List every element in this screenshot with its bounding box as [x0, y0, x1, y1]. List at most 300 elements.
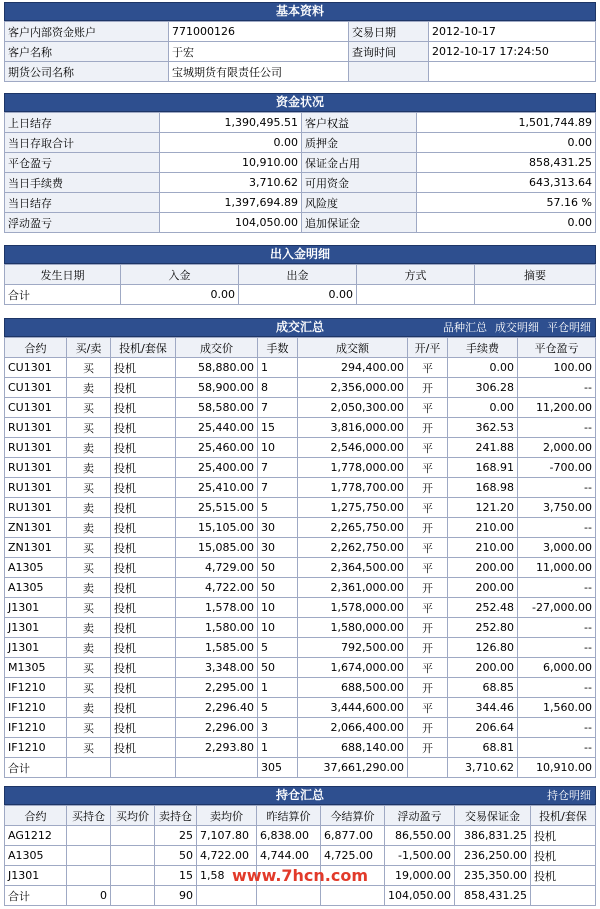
- column-header: 成交额: [298, 338, 408, 358]
- trade-cell: 3: [258, 718, 298, 738]
- trade-cell: 344.46: [448, 698, 518, 718]
- field-label: 风险度: [302, 193, 417, 213]
- trade-row: [5, 718, 596, 738]
- column-header: 合约: [5, 338, 67, 358]
- position-cell: 86,550.00: [385, 826, 455, 846]
- inout-section: [4, 245, 596, 305]
- trade-cell: 买: [67, 678, 111, 698]
- positions-header-row: [5, 806, 596, 826]
- trade-row: [5, 538, 596, 558]
- field-value: 643,313.64: [417, 173, 596, 193]
- trade-cell: 252.80: [448, 618, 518, 638]
- trade-cell: 投机: [111, 498, 176, 518]
- trade-cell: 206.64: [448, 718, 518, 738]
- positions-table: [4, 805, 596, 906]
- trade-cell: 7: [258, 398, 298, 418]
- trade-cell: 10: [258, 618, 298, 638]
- trade-cell: 2,262,750.00: [298, 538, 408, 558]
- funds-row: [5, 213, 596, 233]
- trade-cell: 5: [258, 638, 298, 658]
- trade-cell: 3,000.00: [518, 538, 596, 558]
- trade-cell: 开: [408, 578, 448, 598]
- funds-row: [5, 173, 596, 193]
- position-cell: [111, 846, 155, 866]
- trade-cell: 买: [67, 398, 111, 418]
- trade-cell: 30: [258, 518, 298, 538]
- trade-cell: 卖: [67, 378, 111, 398]
- total-cell: 合计: [5, 886, 67, 906]
- position-cell: 50: [155, 846, 197, 866]
- trade-cell: 306.28: [448, 378, 518, 398]
- column-header: 买持仓: [67, 806, 111, 826]
- trade-cell: -700.00: [518, 458, 596, 478]
- trade-cell: 投机: [111, 678, 176, 698]
- trade-cell: M1305: [5, 658, 67, 678]
- trade-row: [5, 678, 596, 698]
- trade-row: [5, 638, 596, 658]
- trade-row: [5, 518, 596, 538]
- positions-title: 持仓汇总: [275, 788, 324, 802]
- column-header: 今结算价: [321, 806, 385, 826]
- field-value: 57.16 %: [417, 193, 596, 213]
- trade-cell: 投机: [111, 598, 176, 618]
- column-header: 昨结算价: [257, 806, 321, 826]
- trade-cell: 投机: [111, 418, 176, 438]
- trade-cell: 投机: [111, 538, 176, 558]
- trade-cell: 68.85: [448, 678, 518, 698]
- positions-section: [4, 786, 596, 906]
- trade-cell: 买: [67, 418, 111, 438]
- basic-info-header: 基本资料: [4, 2, 596, 21]
- trade-cell: 241.88: [448, 438, 518, 458]
- position-cell: 19,000.00: [385, 866, 455, 886]
- trade-cell: 2,546,000.00: [298, 438, 408, 458]
- trade-cell: 0.00: [448, 398, 518, 418]
- position-cell: J1301: [5, 866, 67, 886]
- trade-cell: 5: [258, 698, 298, 718]
- inout-header-row: [5, 265, 596, 285]
- trade-cell: 卖: [67, 458, 111, 478]
- trade-cell: 买: [67, 358, 111, 378]
- trade-cell: 252.48: [448, 598, 518, 618]
- position-cell: 7,107.80: [197, 826, 257, 846]
- total-cell: [531, 886, 596, 906]
- field-value: 1,390,495.51: [160, 113, 302, 133]
- position-cell: 386,831.25: [455, 826, 531, 846]
- trade-cell: 平: [408, 698, 448, 718]
- trades-link-1[interactable]: 成交明细: [495, 321, 539, 334]
- trade-cell: 58,580.00: [176, 398, 258, 418]
- trade-cell: IF1210: [5, 698, 67, 718]
- position-cell: [67, 826, 111, 846]
- trade-cell: 开: [408, 618, 448, 638]
- trade-cell: 100.00: [518, 358, 596, 378]
- position-cell: 投机: [531, 866, 596, 886]
- funds-header: 资金状况: [4, 93, 596, 112]
- total-cell: 305: [258, 758, 298, 778]
- trade-cell: 开: [408, 478, 448, 498]
- position-cell: 1,58: [197, 866, 257, 886]
- column-header: 开/平: [408, 338, 448, 358]
- total-cell: [176, 758, 258, 778]
- trade-cell: 6,000.00: [518, 658, 596, 678]
- trade-cell: RU1301: [5, 458, 67, 478]
- column-header: 投机/套保: [531, 806, 596, 826]
- positions-links: [539, 787, 591, 804]
- trade-cell: 平: [408, 458, 448, 478]
- trade-cell: 4,722.00: [176, 578, 258, 598]
- total-cell: 37,661,290.00: [298, 758, 408, 778]
- column-header: 发生日期: [5, 265, 121, 285]
- trade-cell: 平: [408, 498, 448, 518]
- total-cell: [475, 285, 596, 305]
- trade-cell: IF1210: [5, 718, 67, 738]
- trade-cell: 1,578.00: [176, 598, 258, 618]
- trade-cell: 2,356,000.00: [298, 378, 408, 398]
- trade-cell: 8: [258, 378, 298, 398]
- trade-cell: 卖: [67, 618, 111, 638]
- field-value: [429, 62, 596, 82]
- trade-cell: 开: [408, 518, 448, 538]
- position-cell: 4,744.00: [257, 846, 321, 866]
- trade-cell: 168.98: [448, 478, 518, 498]
- field-label: 保证金占用: [302, 153, 417, 173]
- field-value: 0.00: [417, 133, 596, 153]
- trade-cell: 58,880.00: [176, 358, 258, 378]
- trade-cell: J1301: [5, 598, 67, 618]
- trade-cell: 3,444,600.00: [298, 698, 408, 718]
- trade-cell: 200.00: [448, 658, 518, 678]
- trade-cell: 投机: [111, 558, 176, 578]
- trade-row: [5, 658, 596, 678]
- total-cell: [321, 886, 385, 906]
- trade-row: [5, 618, 596, 638]
- column-header: 买均价: [111, 806, 155, 826]
- inout-total-row: [5, 285, 596, 305]
- trade-cell: 2,265,750.00: [298, 518, 408, 538]
- trade-cell: 卖: [67, 638, 111, 658]
- trade-cell: --: [518, 678, 596, 698]
- position-cell: [67, 846, 111, 866]
- trade-cell: 平: [408, 538, 448, 558]
- trade-row: [5, 418, 596, 438]
- trade-cell: A1305: [5, 578, 67, 598]
- trade-cell: 投机: [111, 358, 176, 378]
- total-cell: 90: [155, 886, 197, 906]
- field-value: 0.00: [417, 213, 596, 233]
- column-header: 卖均价: [197, 806, 257, 826]
- trade-cell: 2,296.00: [176, 718, 258, 738]
- position-cell: 236,250.00: [455, 846, 531, 866]
- trade-cell: 买: [67, 558, 111, 578]
- total-cell: 104,050.00: [385, 886, 455, 906]
- field-label: 当日结存: [5, 193, 160, 213]
- trade-row: [5, 398, 596, 418]
- field-value: 858,431.25: [417, 153, 596, 173]
- trade-cell: 7: [258, 458, 298, 478]
- trade-cell: 50: [258, 558, 298, 578]
- trade-cell: --: [518, 378, 596, 398]
- position-cell: [67, 866, 111, 886]
- column-header: 手续费: [448, 338, 518, 358]
- trade-cell: --: [518, 638, 596, 658]
- trade-cell: CU1301: [5, 358, 67, 378]
- trade-cell: 10: [258, 598, 298, 618]
- trade-cell: 平: [408, 658, 448, 678]
- trade-cell: 卖: [67, 578, 111, 598]
- trade-cell: 5: [258, 498, 298, 518]
- column-header: 方式: [357, 265, 475, 285]
- trade-cell: 58,900.00: [176, 378, 258, 398]
- position-cell: 4,722.00: [197, 846, 257, 866]
- trade-cell: --: [518, 738, 596, 758]
- trade-cell: --: [518, 618, 596, 638]
- field-value: 于宏: [169, 42, 349, 62]
- trade-cell: 3,816,000.00: [298, 418, 408, 438]
- trade-cell: 投机: [111, 578, 176, 598]
- trade-cell: 25,460.00: [176, 438, 258, 458]
- basic-info-table: [4, 21, 596, 82]
- trade-cell: 25,440.00: [176, 418, 258, 438]
- trade-cell: 2,000.00: [518, 438, 596, 458]
- field-value: 0.00: [160, 133, 302, 153]
- total-cell: [357, 285, 475, 305]
- position-row: [5, 846, 596, 866]
- column-header: 卖持仓: [155, 806, 197, 826]
- trade-cell: 2,364,500.00: [298, 558, 408, 578]
- trade-cell: 开: [408, 738, 448, 758]
- trade-cell: 792,500.00: [298, 638, 408, 658]
- field-label: 查询时间: [349, 42, 429, 62]
- trade-cell: 平: [408, 358, 448, 378]
- field-label: 客户权益: [302, 113, 417, 133]
- trades-links: [435, 319, 591, 336]
- positions-header: [4, 786, 596, 805]
- trade-cell: J1301: [5, 618, 67, 638]
- total-cell: [111, 886, 155, 906]
- trade-cell: 投机: [111, 518, 176, 538]
- field-value: 1,397,694.89: [160, 193, 302, 213]
- field-label: 当日手续费: [5, 173, 160, 193]
- info-row: [5, 62, 596, 82]
- trade-cell: 买: [67, 658, 111, 678]
- trade-cell: -27,000.00: [518, 598, 596, 618]
- trade-cell: 1: [258, 678, 298, 698]
- trade-cell: 平: [408, 558, 448, 578]
- field-label: 上日结存: [5, 113, 160, 133]
- field-value: 2012-10-17: [429, 22, 596, 42]
- trade-row: [5, 438, 596, 458]
- trade-cell: 买: [67, 598, 111, 618]
- trade-cell: IF1210: [5, 678, 67, 698]
- trade-cell: 开: [408, 378, 448, 398]
- trade-cell: 1,580.00: [176, 618, 258, 638]
- total-cell: [197, 886, 257, 906]
- trade-cell: 开: [408, 418, 448, 438]
- position-cell: AG1212: [5, 826, 67, 846]
- field-label: 客户内部资金账户: [5, 22, 169, 42]
- trade-cell: ZN1301: [5, 518, 67, 538]
- position-cell: 投机: [531, 846, 596, 866]
- inout-table: [4, 264, 596, 305]
- trade-cell: 2,050,300.00: [298, 398, 408, 418]
- trade-row: [5, 578, 596, 598]
- position-cell: 15: [155, 866, 197, 886]
- trade-row: [5, 478, 596, 498]
- trade-cell: 1,778,000.00: [298, 458, 408, 478]
- watermark: www.7hcn.com: [232, 866, 369, 885]
- trade-row: [5, 358, 596, 378]
- trade-cell: 投机: [111, 638, 176, 658]
- trades-total-row: [5, 758, 596, 778]
- trade-cell: 2,066,400.00: [298, 718, 408, 738]
- trade-row: [5, 738, 596, 758]
- trade-cell: 3,750.00: [518, 498, 596, 518]
- trade-cell: ZN1301: [5, 538, 67, 558]
- trade-cell: --: [518, 518, 596, 538]
- basic-info-section: [4, 2, 596, 82]
- position-cell: 25: [155, 826, 197, 846]
- trade-cell: 投机: [111, 738, 176, 758]
- trade-cell: RU1301: [5, 498, 67, 518]
- trade-cell: 1,778,700.00: [298, 478, 408, 498]
- trade-cell: 25,410.00: [176, 478, 258, 498]
- funds-row: [5, 153, 596, 173]
- column-header: 入金: [121, 265, 239, 285]
- trade-cell: 126.80: [448, 638, 518, 658]
- trade-cell: --: [518, 478, 596, 498]
- funds-row: [5, 193, 596, 213]
- trade-cell: 投机: [111, 378, 176, 398]
- field-value: 3,710.62: [160, 173, 302, 193]
- trades-title: 成交汇总: [275, 320, 324, 334]
- funds-row: [5, 113, 596, 133]
- trade-cell: 3,348.00: [176, 658, 258, 678]
- trade-cell: 投机: [111, 458, 176, 478]
- trade-cell: --: [518, 578, 596, 598]
- field-label: 交易日期: [349, 22, 429, 42]
- trade-cell: 210.00: [448, 518, 518, 538]
- trade-cell: 买: [67, 738, 111, 758]
- total-cell: 858,431.25: [455, 886, 531, 906]
- inout-header: 出入金明细: [4, 245, 596, 264]
- trade-cell: --: [518, 418, 596, 438]
- column-header: 平仓盈亏: [518, 338, 596, 358]
- funds-table: [4, 112, 596, 233]
- column-header: 买/卖: [67, 338, 111, 358]
- field-value: 771000126: [169, 22, 349, 42]
- trades-header-row: [5, 338, 596, 358]
- trade-cell: 200.00: [448, 578, 518, 598]
- trades-section: [4, 318, 596, 778]
- positions-detail-link[interactable]: 持仓明细: [547, 789, 591, 802]
- trade-cell: 1,585.00: [176, 638, 258, 658]
- field-value: 1,501,744.89: [417, 113, 596, 133]
- trade-cell: 开: [408, 718, 448, 738]
- trade-cell: 投机: [111, 398, 176, 418]
- trade-cell: 1: [258, 738, 298, 758]
- trade-cell: 投机: [111, 438, 176, 458]
- column-header: 成交价: [176, 338, 258, 358]
- trade-cell: 投机: [111, 478, 176, 498]
- trade-cell: 卖: [67, 698, 111, 718]
- funds-row: [5, 133, 596, 153]
- trade-cell: 15,085.00: [176, 538, 258, 558]
- total-cell: [408, 758, 448, 778]
- trade-cell: 1,275,750.00: [298, 498, 408, 518]
- position-cell: 4,725.00: [321, 846, 385, 866]
- trade-cell: 1,580,000.00: [298, 618, 408, 638]
- trade-cell: 11,200.00: [518, 398, 596, 418]
- funds-section: [4, 93, 596, 233]
- trade-row: [5, 698, 596, 718]
- trades-table: [4, 337, 596, 778]
- trade-cell: 买: [67, 478, 111, 498]
- trade-cell: 68.81: [448, 738, 518, 758]
- field-label: 期货公司名称: [5, 62, 169, 82]
- trade-row: [5, 558, 596, 578]
- trade-cell: 200.00: [448, 558, 518, 578]
- trade-cell: RU1301: [5, 418, 67, 438]
- position-cell: 投机: [531, 826, 596, 846]
- trade-cell: 50: [258, 658, 298, 678]
- total-cell: [111, 758, 176, 778]
- position-cell: 6,838.00: [257, 826, 321, 846]
- total-cell: [67, 758, 111, 778]
- total-cell: 3,710.62: [448, 758, 518, 778]
- total-cell: 10,910.00: [518, 758, 596, 778]
- total-cell: [257, 886, 321, 906]
- trade-cell: 25,400.00: [176, 458, 258, 478]
- total-cell: 0: [67, 886, 111, 906]
- info-row: [5, 42, 596, 62]
- trade-cell: 卖: [67, 518, 111, 538]
- trade-cell: 平: [408, 438, 448, 458]
- trades-link-2[interactable]: 平仓明细: [547, 321, 591, 334]
- field-value: 宝城期货有限责任公司: [169, 62, 349, 82]
- column-header: 出金: [239, 265, 357, 285]
- column-header: 交易保证金: [455, 806, 531, 826]
- trade-cell: 15: [258, 418, 298, 438]
- trade-cell: RU1301: [5, 478, 67, 498]
- trade-cell: IF1210: [5, 738, 67, 758]
- trade-cell: 1,560.00: [518, 698, 596, 718]
- trade-row: [5, 378, 596, 398]
- total-cell: 0.00: [121, 285, 239, 305]
- trades-link-0[interactable]: 品种汇总: [443, 321, 487, 334]
- trade-cell: 210.00: [448, 538, 518, 558]
- trade-cell: 294,400.00: [298, 358, 408, 378]
- position-cell: [111, 826, 155, 846]
- field-label: 追加保证金: [302, 213, 417, 233]
- trade-cell: 开: [408, 678, 448, 698]
- info-row: [5, 22, 596, 42]
- trade-cell: 平: [408, 398, 448, 418]
- trade-cell: --: [518, 718, 596, 738]
- trade-cell: RU1301: [5, 438, 67, 458]
- trade-cell: 开: [408, 638, 448, 658]
- trade-cell: 11,000.00: [518, 558, 596, 578]
- trade-cell: 0.00: [448, 358, 518, 378]
- trade-cell: 688,140.00: [298, 738, 408, 758]
- position-cell: 6,877.00: [321, 826, 385, 846]
- field-label: 浮动盈亏: [5, 213, 160, 233]
- trade-cell: 4,729.00: [176, 558, 258, 578]
- field-label: 可用资金: [302, 173, 417, 193]
- positions-total-row: [5, 886, 596, 906]
- trade-row: [5, 458, 596, 478]
- trade-cell: 15,105.00: [176, 518, 258, 538]
